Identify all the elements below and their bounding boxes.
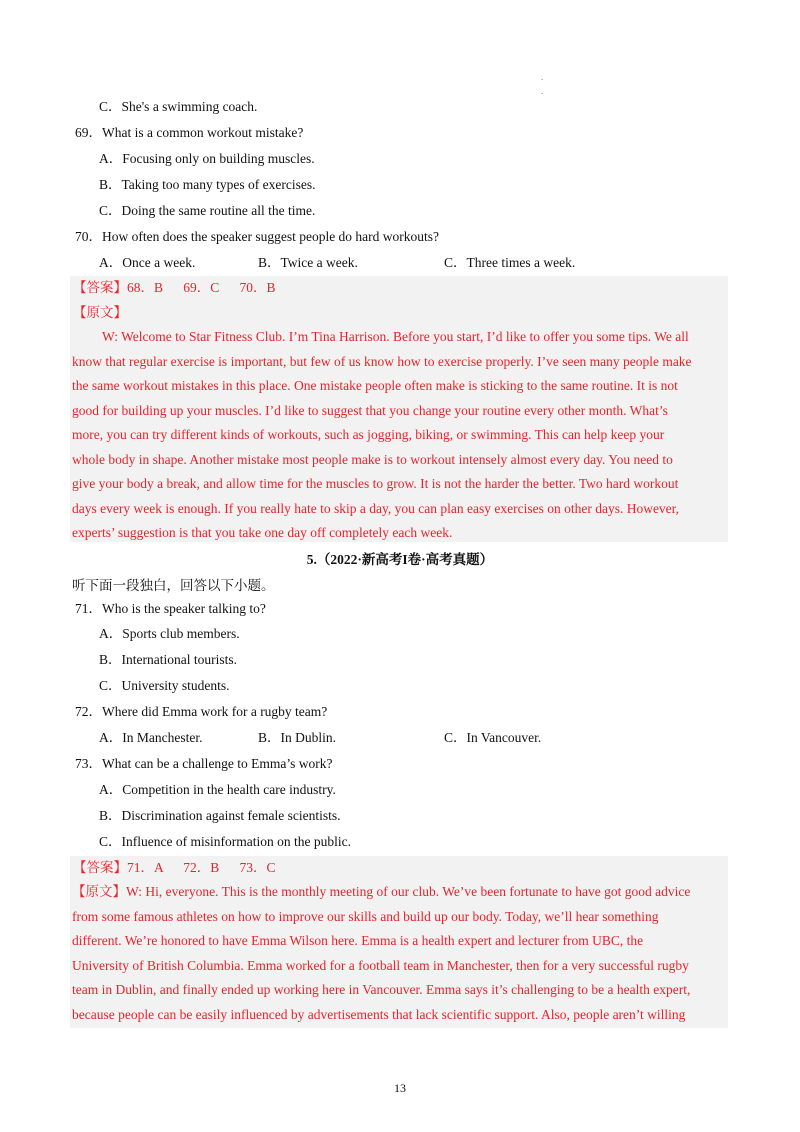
corner-marks: . . <box>541 72 544 96</box>
transcript-line: from some famous athletes on how to improve our skills and build up our body. Today, we’ll hear something <box>72 908 659 924</box>
q69-option-c: C．Doing the same routine all the time. <box>99 203 316 218</box>
q69-question: 69．What is a common workout mistake? <box>75 125 304 140</box>
q71-option-c: C．University students. <box>99 678 230 693</box>
transcript-first-line <box>72 880 690 905</box>
section-heading: 5.（2022·新高考I卷·高考真题） <box>306 552 494 567</box>
transcript-line: different. We’re honored to have Emma Wilson here. Emma is a health expert and lecturer from UBC, the <box>72 933 644 948</box>
transcript-label: 【原文】 <box>72 884 126 899</box>
transcript-2 <box>72 880 690 1027</box>
q72-option-c: C．In Vancouver. <box>444 730 542 745</box>
q73-option-c: C．Influence of misinformation on the public. <box>99 834 351 849</box>
q69-option-b: B．Taking too many types of exercises. <box>99 177 316 192</box>
answer-values: 71．A 72．B 73．C <box>127 860 276 875</box>
q71-question: 71．Who is the speaker talking to? <box>75 601 266 616</box>
q70-question: 70．How often does the speaker suggest people do hard workouts? <box>75 229 440 244</box>
transcript-line: give your body a break, and allow time for the muscles to grow. It is not the harder the better. Two hard workout <box>72 476 679 491</box>
transcript-line: good for building up your muscles. I’d like to suggest that you change your routine every other month. What’s <box>72 402 668 418</box>
q69-option-a: A．Focusing only on building muscles. <box>99 151 315 166</box>
q70-option-c: C．Three times a week. <box>444 255 576 270</box>
q73-option-a: A．Competition in the health care industry. <box>99 782 336 797</box>
answer-line-2 <box>73 859 276 877</box>
answer-line-1 <box>73 279 276 297</box>
answer-values: 68．B 69．C 70．B <box>127 280 276 295</box>
transcript-line: W: Hi, everyone. This is the monthly meeting of our club. We’ve been fortunate to have got good advice <box>126 884 691 899</box>
q73-question: 73．What can be a challenge to Emma’s work? <box>75 756 333 771</box>
q71-option-a: A．Sports club members. <box>99 626 240 641</box>
transcript-line: team in Dublin, and finally ended up working here in Vancouver. Emma says it’s challenging to be a health expert, <box>72 982 691 997</box>
transcript-line: more, you can try different kinds of workouts, such as jogging, biking, or swimming. This can help keep your <box>72 427 665 442</box>
answer-label: 【答案】 <box>73 280 127 295</box>
page-number: 13 <box>394 1081 406 1095</box>
q72-option-a: A．In Manchester. <box>99 730 203 745</box>
instruction: 听下面一段独白，回答以下小题。 <box>72 578 275 593</box>
transcript-line: W: Welcome to Star Fitness Club. I’m Tina Harrison. Before you start, I’d like to offer you some tips. We all <box>102 329 689 344</box>
answer-block-1 <box>70 276 728 542</box>
transcript-label: 【原文】 <box>73 305 127 320</box>
q72-question: 72．Where did Emma work for a rugby team? <box>75 704 328 719</box>
q70-option-a: A．Once a week. <box>99 255 196 270</box>
transcript-1 <box>72 325 692 546</box>
transcript-line: because people can be easily influenced by advertisements that lack scientific support. Also, people aren’t willing <box>72 1006 686 1022</box>
transcript-line: the same workout mistakes in this place. One mistake people often make is sticking to the same routine. It is not <box>72 378 678 393</box>
q71-option-b: B．International tourists. <box>99 652 237 667</box>
answer-block-2 <box>70 856 728 1028</box>
q70-option-b: B．Twice a week. <box>258 255 358 270</box>
transcript-line: days every week is enough. If you really hate to skip a day, you can plan easy exercises on other days. However, <box>72 500 680 516</box>
transcript-line: experts’ suggestion is that you take one day off completely each week. <box>72 525 453 540</box>
transcript-line: whole body in shape. Another mistake most people make is to workout intensely almost every day. You need to <box>72 451 673 467</box>
transcript-line: know that regular exercise is important, but few of us know how to exercise properly. I’ve seen many people make <box>72 353 692 369</box>
transcript-line: University of British Columbia. Emma worked for a football team in Manchester, then for a very successful rugby <box>72 957 689 973</box>
q68-option-c: C．She's a swimming coach. <box>99 99 258 114</box>
answer-label: 【答案】 <box>73 860 127 875</box>
q72-option-b: B．In Dublin. <box>258 730 337 745</box>
q73-option-b: B．Discrimination against female scientists. <box>99 808 341 823</box>
